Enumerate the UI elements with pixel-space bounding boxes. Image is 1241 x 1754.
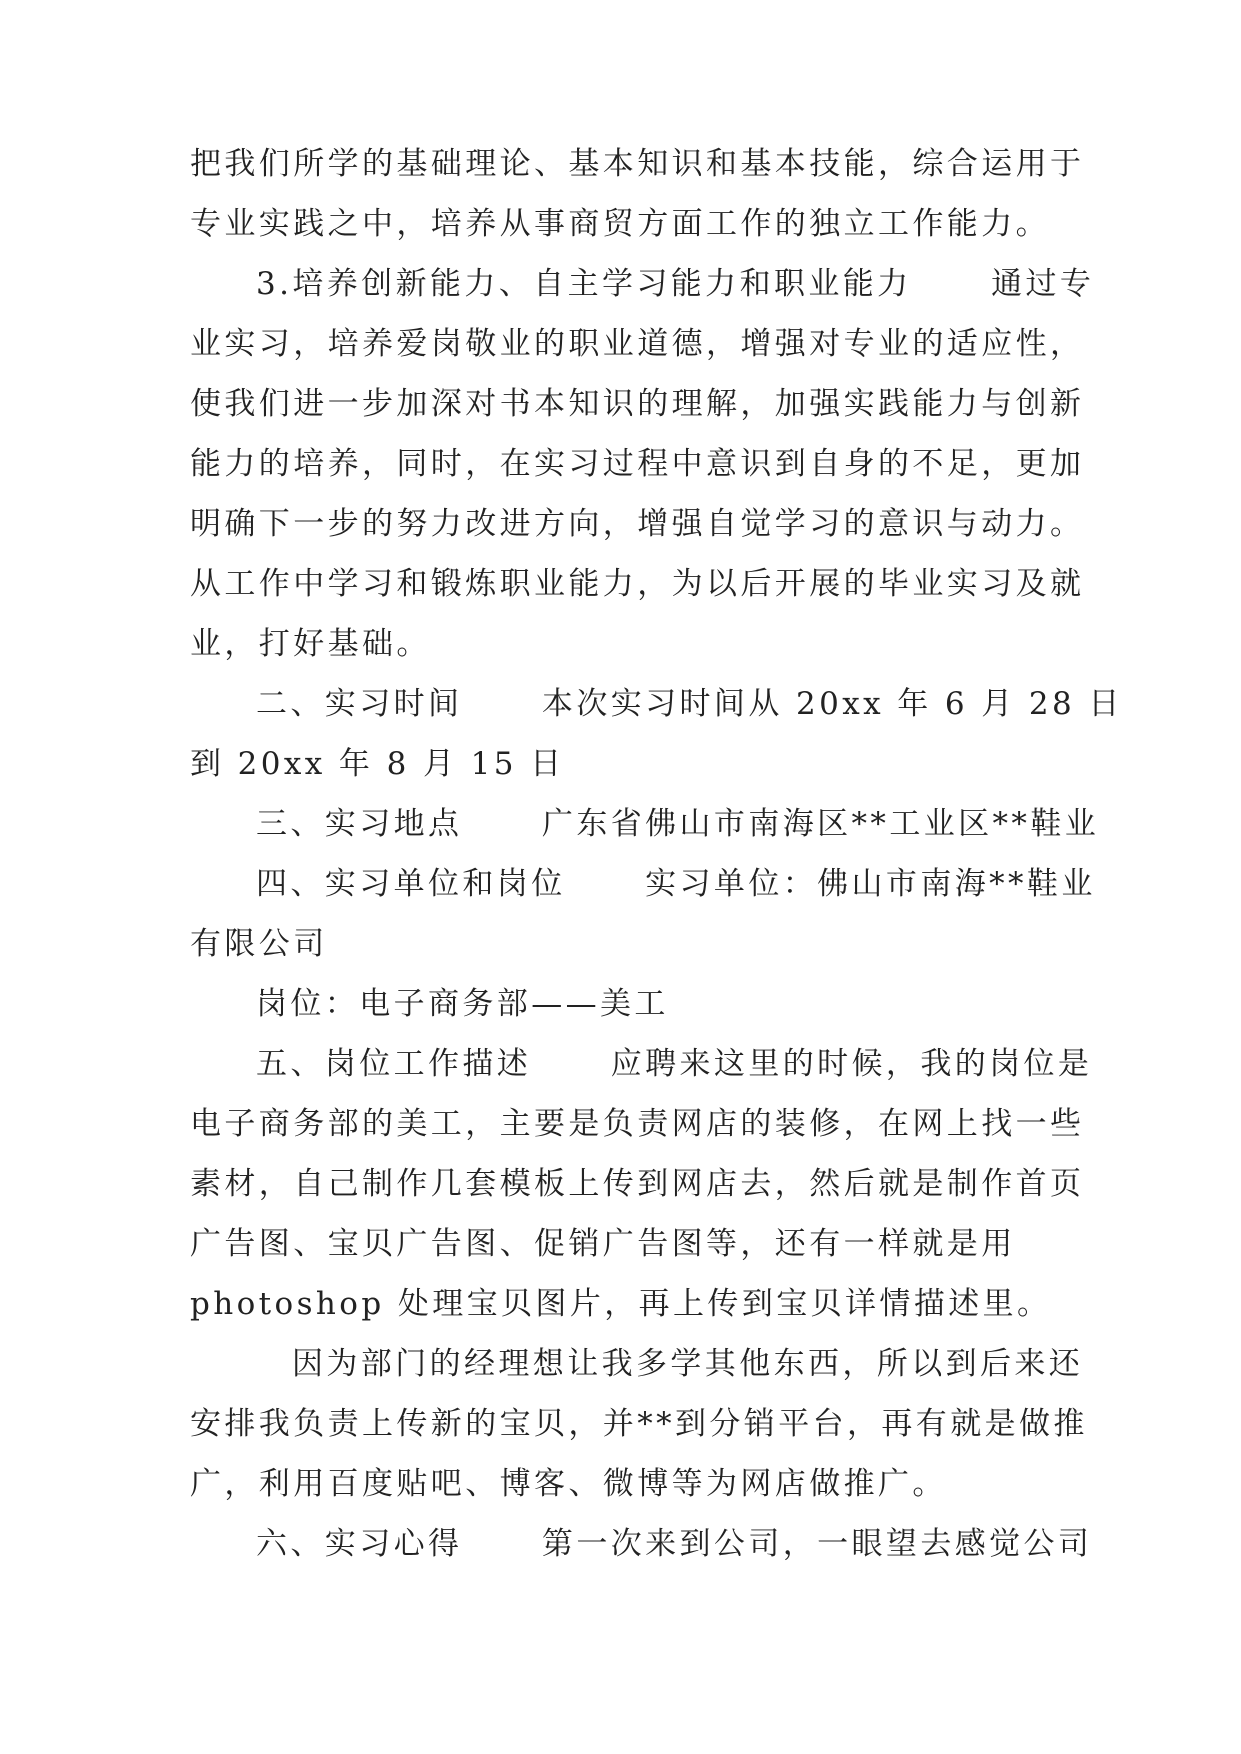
section-heading-line: 六、实习心得 第一次来到公司，一眼望去感觉公司 — [256, 1526, 1093, 1562]
paragraph-line: photoshop 处理宝贝图片，再上传到宝贝详情描述里。 — [190, 1286, 1052, 1322]
paragraph-line: 广告图、宝贝广告图、促销广告图等，还有一样就是用 — [190, 1226, 1016, 1262]
paragraph-line: 使我们进一步加深对书本知识的理解，加强实践能力与创新 — [190, 386, 1085, 422]
paragraph-line: 把我们所学的基础理论、基本知识和基本技能，综合运用于 — [190, 146, 1085, 182]
paragraph-line: 有限公司 — [190, 926, 328, 962]
paragraph-line: 3.培养创新能力、自主学习能力和职业能力 通过专 — [256, 266, 1095, 302]
paragraph-line: 岗位：电子商务部——美工 — [256, 986, 669, 1022]
paragraph-line: 素材，自己制作几套模板上传到网店去，然后就是制作首页 — [190, 1166, 1085, 1202]
paragraph-line: 到 20xx 年 8 月 15 日 — [190, 746, 565, 782]
paragraph-line: 从工作中学习和锻炼职业能力，为以后开展的毕业实习及就 — [190, 566, 1085, 602]
paragraph-line: 专业实践之中，培养从事商贸方面工作的独立工作能力。 — [190, 206, 1050, 242]
paragraph-line: 因为部门的经理想让我多学其他东西，所以到后来还 — [292, 1346, 1084, 1382]
section-heading-line: 四、实习单位和岗位 实习单位：佛山市南海**鞋业 — [256, 866, 1096, 902]
section-heading-line: 五、岗位工作描述 应聘来这里的时候，我的岗位是 — [256, 1046, 1093, 1082]
section-heading-line: 二、实习时间 本次实习时间从 20xx 年 6 月 28 日 — [256, 686, 1123, 722]
paragraph-line: 业实习，培养爱岗敬业的职业道德，增强对专业的适应性， — [190, 326, 1085, 362]
paragraph-line: 明确下一步的努力改进方向，增强自觉学习的意识与动力。 — [190, 506, 1085, 542]
paragraph-line: 电子商务部的美工，主要是负责网店的装修，在网上找一些 — [190, 1106, 1085, 1142]
paragraph-line: 广，利用百度贴吧、博客、微博等为网店做推广。 — [190, 1466, 947, 1502]
paragraph-line: 能力的培养，同时，在实习过程中意识到自身的不足，更加 — [190, 446, 1085, 482]
section-heading-line: 三、实习地点 广东省佛山市南海区**工业区**鞋业 — [256, 806, 1100, 842]
paragraph-line: 安排我负责上传新的宝贝，并**到分销平台，再有就是做推 — [190, 1406, 1088, 1442]
paragraph-line: 业，打好基础。 — [190, 626, 431, 662]
